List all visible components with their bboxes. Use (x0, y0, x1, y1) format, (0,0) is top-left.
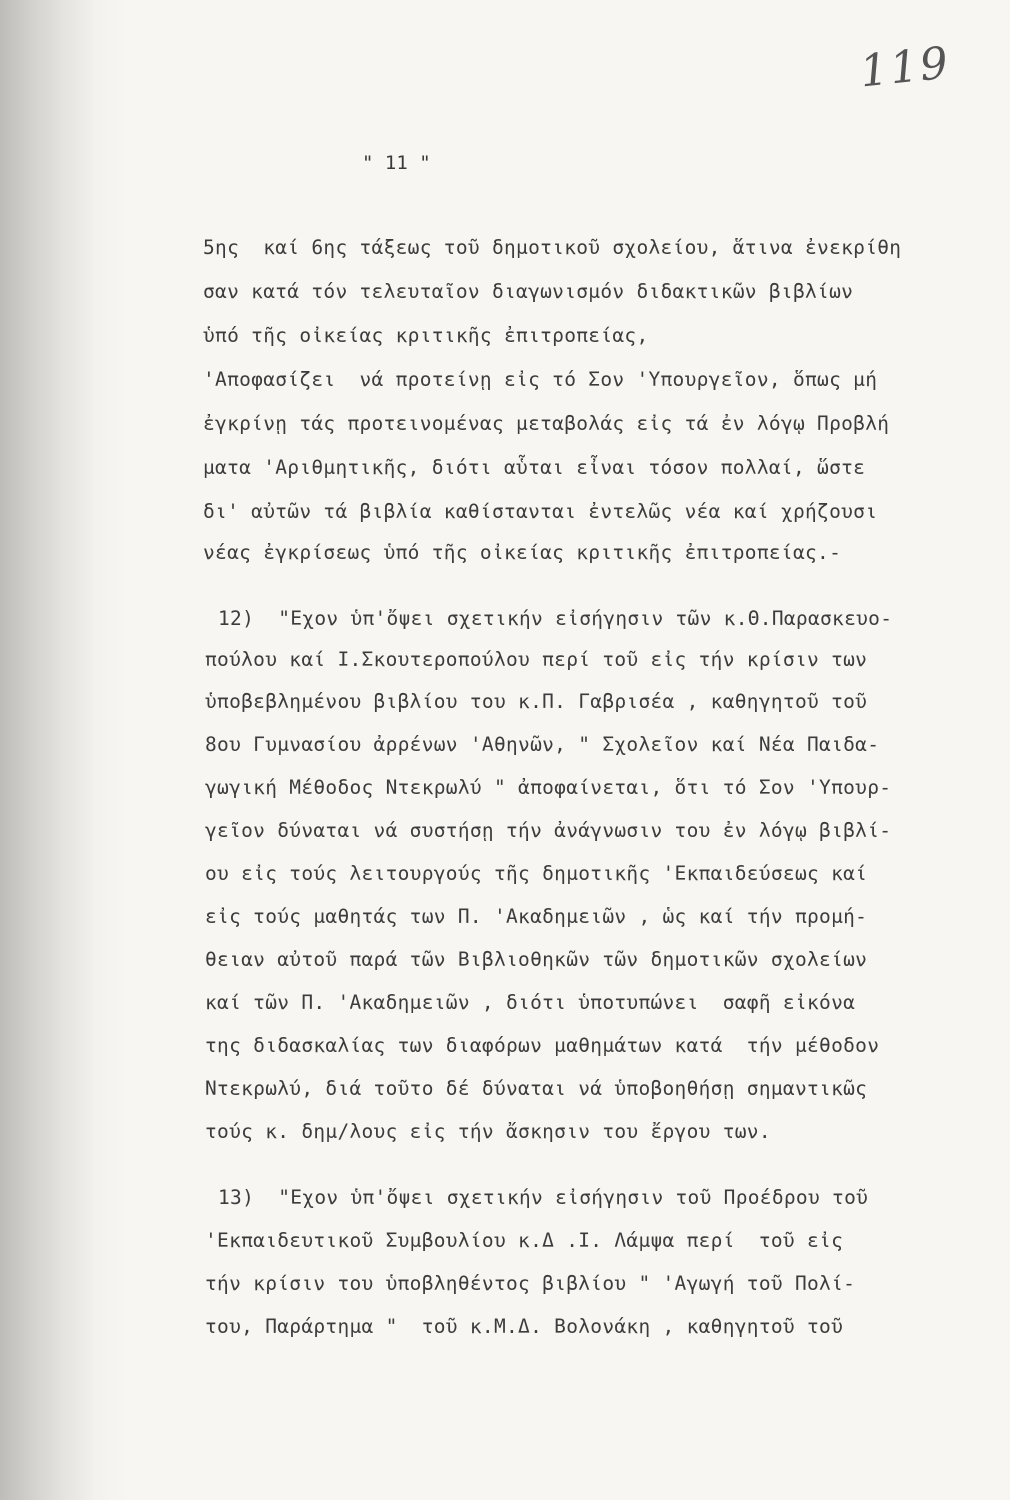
text-line: σαν κατά τόν τελευταῖον διαγωνισμόν διδακτικῶν βιβλίων (203, 280, 854, 303)
text-line: ὑποβεβλημένου βιβλίου του κ.Π. Γαβρισέα , καθηγητοῦ τοῦ (205, 690, 868, 713)
text-line: γωγική Μέθοδος Ντεκρωλύ " ἀποφαίνεται, ὅτι τό Σον 'Υπουρ- (205, 776, 892, 799)
text-line: ματα 'Αριθμητικῆς, διότι αὗται εἶναι τόσον πολλαί, ὥστε (203, 456, 866, 479)
text-line: πούλου καί Ι.Σκουτεροπούλου περί τοῦ εἰς τήν κρίσιν των (205, 648, 868, 671)
page-number: " 11 " (362, 152, 431, 174)
text-line: νέας ἐγκρίσεως ὑπό τῆς οἰκείας κριτικῆς ἐπιτροπείας.- (203, 541, 842, 564)
text-line: δι' αὐτῶν τά βιβλία καθίστανται ἐντελῶς νέα καί χρήζουσι (203, 500, 878, 523)
text-line: τούς κ. δημ/λους εἰς τήν ἄσκησιν του ἔργου των. (205, 1120, 771, 1143)
text-line: γεῖον δύναται νά συστήσῃ τήν ἀνάγνωσιν του ἐν λόγῳ βιβλί- (205, 819, 892, 842)
text-line: καί τῶν Π. 'Ακαδημειῶν , διότι ὑποτυπώνει σαφῆ εἰκόνα (205, 991, 856, 1014)
text-line: θειαν αὐτοῦ παρά τῶν Βιβλιοθηκῶν τῶν δημοτικῶν σχολείων (205, 948, 868, 971)
text-line: της διδασκαλίας των διαφόρων μαθημάτων κατά τήν μέθοδον (205, 1034, 880, 1057)
text-line: ου εἰς τούς λειτουργούς τῆς δημοτικῆς 'Εκπαιδεύσεως καί (205, 862, 868, 885)
text-line: του, Παράρτημα " τοῦ κ.Μ.Δ. Βολονάκη , καθηγητοῦ τοῦ (205, 1315, 844, 1338)
folio-number: 119 (857, 37, 953, 98)
text-line: 'Αποφασίζει νά προτείνῃ εἰς τό Σον 'Υπουργεῖον, ὅπως μή (203, 368, 878, 391)
text-line: 5ης καί 6ης τάξεως τοῦ δημοτικοῦ σχολείου, ἅτινα ἐνεκρίθη (203, 236, 902, 259)
text-line: Ντεκρωλύ, διά τοῦτο δέ δύναται νά ὑποβοηθήσῃ σημαντικῶς (205, 1077, 868, 1100)
text-line: τήν κρίσιν του ὑποβληθέντος βιβλίου " 'Αγωγή τοῦ Πολί- (205, 1272, 856, 1295)
text-line: 'Εκπαιδευτικοῦ Συμβουλίου κ.Δ .Ι. Λάμψα περί τοῦ εἰς (205, 1229, 844, 1252)
text-line: εἰς τούς μαθητάς των Π. 'Ακαδημειῶν , ὡς καί τήν προμή- (205, 905, 868, 928)
text-line: 8ου Γυμνασίου ἀρρένων 'Αθηνῶν, " Σχολεῖον καί Νέα Παιδα- (205, 733, 880, 756)
text-line: ὑπό τῆς οἰκείας κριτικῆς ἐπιτροπείας, (203, 324, 649, 347)
text-line: 13) "Εχον ὑπ'ὄψει σχετικήν εἰσήγησιν τοῦ Προέδρου τοῦ (218, 1186, 869, 1209)
text-line: 12) "Εχον ὑπ'ὄψει σχετικήν εἰσήγησιν τῶν κ.Θ.Παρασκευο- (218, 607, 893, 630)
text-line: ἐγκρίνῃ τάς προτεινομένας μεταβολάς εἰς τά ἐν λόγῳ Προβλή (203, 412, 890, 435)
